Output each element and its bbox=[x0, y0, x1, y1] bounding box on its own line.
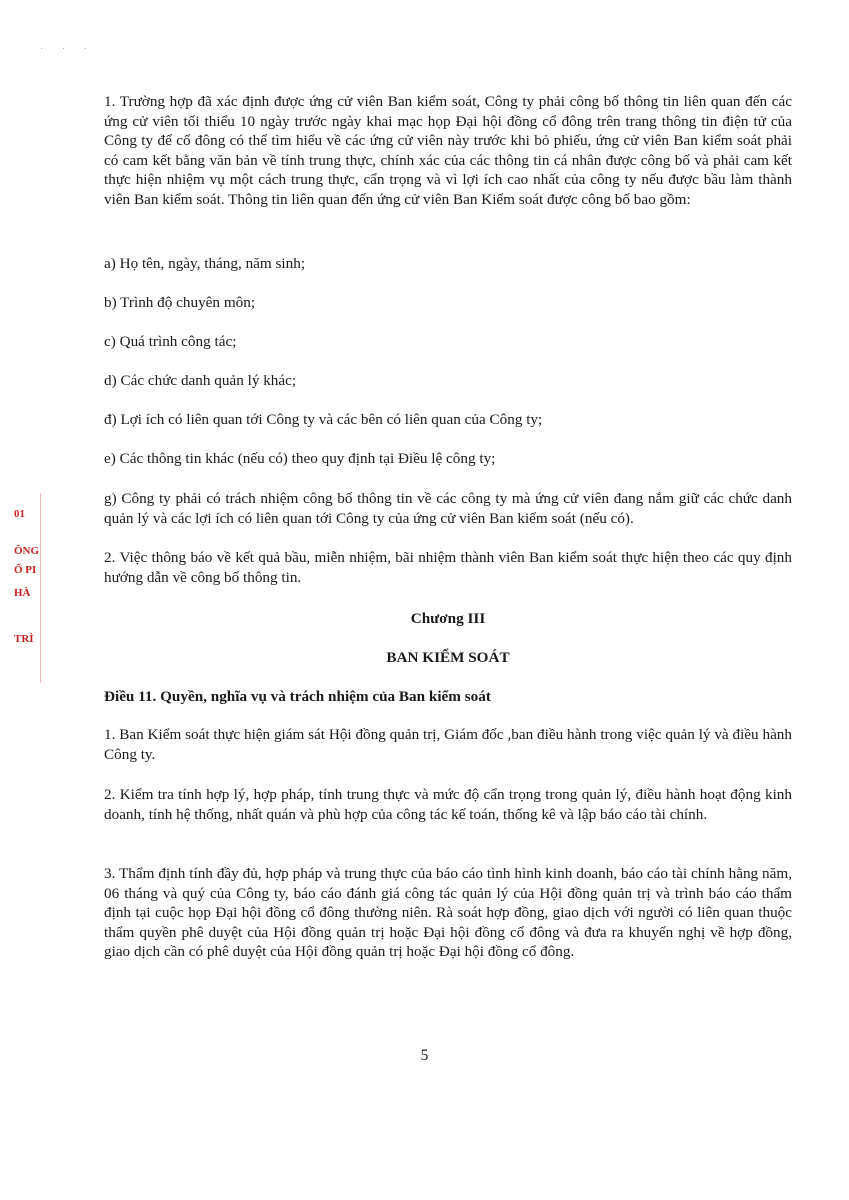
list-item-dd: đ) Lợi ích có liên quan tới Công ty và các bên có liên quan của Công ty; bbox=[104, 411, 543, 428]
list-item-c: c) Quá trình công tác; bbox=[104, 333, 237, 350]
article-item-2: 2. Kiểm tra tính hợp lý, hợp pháp, tính trung thực và mức độ cẩn trọng trong quản lý, điều hành hoạt động kinh doanh, tính hệ thống, nhất quán và phù hợp của công tác kế toán, thống kê và lập báo cáo tài chính. bbox=[104, 786, 792, 823]
list-item-e: e) Các thông tin khác (nếu có) theo quy định tại Điều lệ công ty; bbox=[104, 450, 496, 467]
list-item-g: g) Công ty phải có trách nhiệm công bố thông tin về các công ty mà ứng cử viên đang nắm giữ các chức danh quản lý và các lợi ích có liên quan tới Công ty của ứng cử viên Ban kiểm soát (nếu có). bbox=[104, 490, 792, 527]
list-item-b: b) Trình độ chuyên môn; bbox=[104, 294, 256, 311]
article-heading: Điều 11. Quyền, nghĩa vụ và trách nhiệm của Ban kiểm soát bbox=[104, 688, 491, 705]
stamp-fragment: ÔNG bbox=[14, 545, 40, 557]
paragraph-1: 1. Trường hợp đã xác định được ứng cử viên Ban kiểm soát, Công ty phải công bố thông tin liên quan đến các ứng cử viên tối thiểu 10 ngày trước ngày khai mạc họp Đại hội đồng cổ đông trên trang thông tin điện tử của Công ty để cổ đông có thể tìm hiểu về các ứng cử viên này trước khi bỏ phiếu, ứng cử viên Ban kiểm soát phải có cam kết bằng văn bản về tính trung thực, chính xác của các thông tin cá nhân được công bố và phải cam kết thực hiện nhiệm vụ một cách trung thực, cẩn trọng và vì lợi ích cao nhất của công ty nếu được bầu làm thành viên Ban kiểm soát. Thông tin liên quan đến ứng cử viên Ban Kiểm soát được công bố bao gồm: bbox=[104, 93, 792, 208]
article-item-3: 3. Thẩm định tính đầy đủ, hợp pháp và trung thực của báo cáo tình hình kinh doanh, báo cáo tài chính hằng năm, 06 tháng và quý của Công ty, báo cáo đánh giá công tác quản lý của Hội đồng quản trị và trình báo cáo thẩm định tại cuộc họp Đại hội đồng cổ đông thường niên. Rà soát hợp đồng, giao dịch với người có liên quan thuộc thẩm quyền phê duyệt của Hội đồng quản trị hoặc Đại hội đồng cổ đông và đưa ra khuyến nghị về hợp đồng, giao dịch cần có phê duyệt của Hội đồng quản trị hoặc Đại hội đồng cổ đông. bbox=[104, 865, 792, 961]
page-number: 5 bbox=[420, 1047, 429, 1064]
article-item-1: 1. Ban Kiểm soát thực hiện giám sát Hội đồng quản trị, Giám đốc ,ban điều hành trong việc quản lý và điều hành Công ty. bbox=[104, 726, 792, 763]
list-item-a: a) Họ tên, ngày, tháng, năm sinh; bbox=[104, 255, 306, 272]
chapter-heading: Chương III bbox=[410, 610, 486, 627]
scan-marks: · · · bbox=[40, 44, 95, 55]
side-stamp bbox=[0, 493, 41, 683]
stamp-fragment: Ổ PI bbox=[14, 564, 37, 576]
stamp-fragment: HÀ bbox=[14, 587, 31, 599]
stamp-fragment: 01 bbox=[14, 508, 25, 520]
chapter-title: BAN KIỂM SOÁT bbox=[386, 649, 510, 666]
list-item-d: d) Các chức danh quản lý khác; bbox=[104, 372, 297, 389]
paragraph-2: 2. Việc thông báo về kết quả bầu, miễn nhiệm, bãi nhiệm thành viên Ban kiểm soát thực hiện theo các quy định hướng dẫn về công bố thông tin. bbox=[104, 549, 792, 586]
stamp-fragment: TRÌ bbox=[14, 633, 34, 645]
